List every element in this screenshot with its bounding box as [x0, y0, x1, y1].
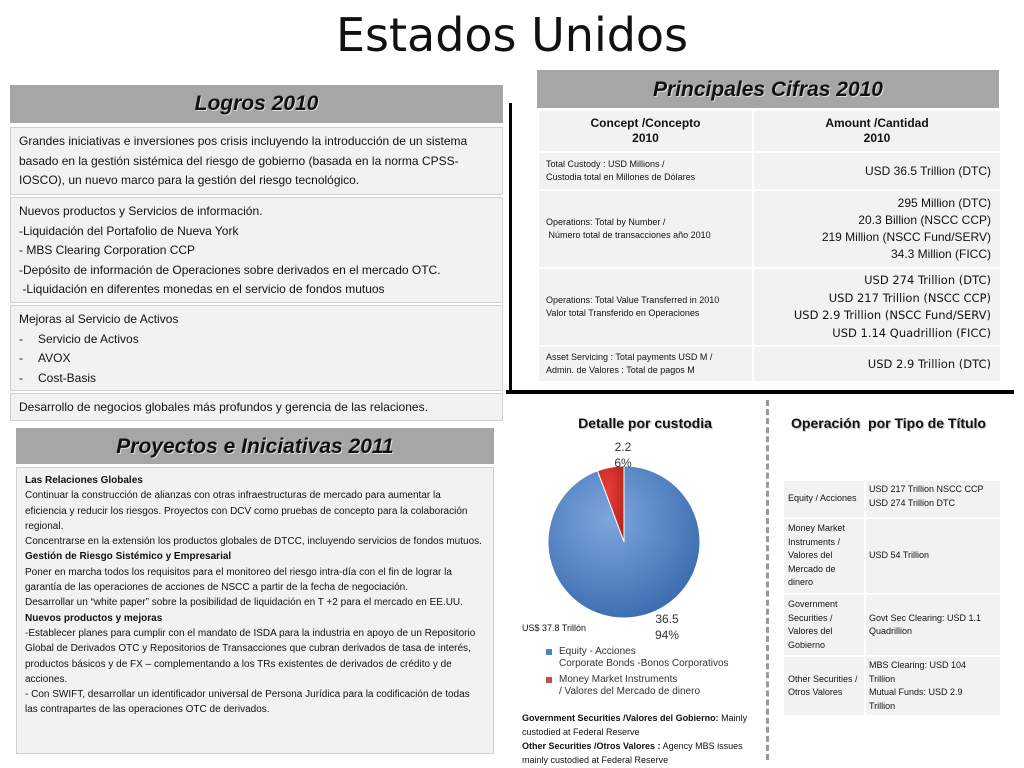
logros-block-2-line: -Liquidación en diferentes monedas en el servicio de fondos mutuos — [19, 282, 385, 296]
logros-block-1-text: Grandes iniciativas e inversiones pos crisis incluyendo la introducción de un sistema basado en la gestión sistémica del riesgo de gobierno (basada en la norma CPSS-IOSCO), un nuevo marco para la gestión del riesgo tecnológico. — [19, 134, 468, 187]
dashed-divider — [766, 400, 769, 760]
operacion-row — [783, 594, 1001, 656]
pie-slice-equity — [548, 466, 700, 618]
operacion-value-cell — [865, 518, 1001, 594]
custodia-footnotes — [522, 711, 762, 767]
proyectos-header-text: Proyectos e Iniciativas 2011 — [116, 435, 394, 458]
cifras-col-concept-line: 2010 — [632, 131, 659, 145]
cifras-row — [538, 190, 1001, 268]
operacion-value-line: USD 54 Trillion — [869, 550, 930, 561]
cifras-concept-line: Número total de transacciones año 2010 — [546, 230, 711, 240]
logros-block-3 — [10, 305, 503, 391]
operacion-title: Operación por Tipo de Título — [791, 415, 986, 431]
cifras-amount-cell — [753, 152, 1001, 190]
cifras-concept-cell — [538, 346, 753, 382]
footnote-government — [522, 711, 762, 739]
operacion-value-line: Govt Sec Clearing: USD 1.1 — [869, 612, 982, 623]
cifras-table — [537, 109, 1002, 383]
pie-legend — [546, 646, 761, 700]
operacion-type-line: dinero — [788, 577, 814, 588]
logros-block-3-item-text: Cost-Basis — [38, 370, 97, 385]
bullet-dash: - — [19, 351, 23, 365]
cifras-concept-line: Total Custody : USD Millions / — [546, 159, 665, 169]
proyectos-paragraph: Continuar la construcción de alianzas con otras infraestructuras de mercado para aumentar la eficiencia y reducir los riesgos. Proyectos con DCV como pruebas de concepto para la colaboración regional. — [25, 490, 468, 532]
cifras-concept-cell — [538, 190, 753, 268]
logros-block-4 — [10, 393, 503, 421]
operacion-type-line: Other Securities / — [788, 673, 858, 684]
cifras-concept-cell — [538, 152, 753, 190]
logros-block-3-item — [19, 349, 494, 369]
footnote-label: Other Securities /Otros Valores : — [522, 741, 661, 751]
custodia-title: Detalle por custodia — [578, 415, 712, 431]
bullet-dash: - — [19, 331, 23, 346]
cifras-table-header-row — [538, 110, 1001, 152]
proyectos-body — [16, 467, 494, 754]
legend-item-money-market — [546, 674, 761, 700]
logros-block-1 — [10, 127, 503, 195]
logros-block-3-item — [19, 369, 494, 389]
operacion-type-line: Government — [788, 599, 838, 609]
cifras-row — [538, 268, 1001, 346]
cifras-concept-line: Custodia total en Millones de Dólares — [546, 172, 696, 182]
operacion-type-line: Money Market — [788, 523, 846, 534]
logros-block-3-item-text: Servicio de Activos — [38, 331, 139, 346]
operacion-value-line: Trillion — [869, 673, 896, 684]
logros-block-3-item — [19, 330, 494, 350]
proyectos-paragraph: -Establecer planes para cumplir con el mandato de ISDA para la industria en apoyo de un Repositorio Global de Derivados OTC y Repositorios de Transacciones que cubran derivados de tasa de interés, productos básicos y de FX – complementando a los TRs existentes de derivados de crédito y de acciones. — [25, 627, 476, 685]
operacion-table — [782, 479, 1002, 717]
legend-label: Corporate Bonds -Bonos Corporativos — [559, 658, 729, 669]
logros-block-2-line: -Liquidación del Portafolio de Nueva York — [19, 223, 239, 238]
logros-block-4-text: Desarrollo de negocios globales más profundos y gerencia de las relaciones. — [19, 400, 428, 414]
cifras-col-amount-line: 2010 — [863, 131, 891, 145]
operacion-type-line: Mercado de — [788, 563, 836, 574]
operacion-type-line: Equity / Acciones — [788, 493, 857, 504]
operacion-type-line: Valores del — [788, 550, 833, 561]
operacion-value-line: Mutual Funds: USD 2.9 — [869, 687, 963, 697]
footnote-label: Government Securities /Valores del Gobierno: — [522, 713, 719, 723]
proyectos-paragraph: - Con SWIFT, desarrollar un identificador universal de Persona Jurídica para la codificación de todas las contrapartes de las operaciones OTC de derivados. — [25, 689, 470, 716]
proyectos-paragraph: Poner en marcha todos los requisitos para el monitoreo del riesgo intra-día con el fin de lograr la garantía de las operaciones de acciones de NSCC a partir de la fecha de negociación. — [25, 566, 452, 594]
logros-block-3-title: Mejoras al Servicio de Activos — [19, 312, 179, 326]
operacion-type-line: Securities / — [788, 612, 833, 623]
legend-swatch-blue — [546, 649, 552, 655]
operacion-value-cell — [865, 594, 1001, 656]
operacion-type-cell — [783, 518, 865, 594]
operacion-type-line: Gobierno — [788, 639, 826, 650]
operacion-type-line: Valores del — [788, 626, 833, 636]
cifras-amount-line: USD 2.9 Trillion (NSCC Fund/SERV) — [793, 308, 991, 322]
operacion-value-line: USD 217 Trillion NSCC CCP — [869, 484, 984, 494]
proyectos-paragraph: Desarrollar un “white paper” sobre la posibilidad de liquidación en T +2 para el mercado en EE.UU. — [25, 597, 463, 609]
horizontal-divider — [506, 390, 1014, 394]
operacion-value-line: MBS Clearing: USD 104 — [869, 660, 967, 670]
cifras-amount-line: 295 Million (DTC) — [897, 196, 991, 210]
pie-data-label: 2.2 — [614, 440, 632, 454]
pie-data-label: 6% — [614, 456, 632, 470]
cifras-amount-line: 34.3 Million (FICC) — [890, 247, 991, 261]
legend-item-equity — [546, 646, 761, 672]
logros-block-2 — [10, 197, 503, 303]
cifras-concept-line: Operations: Total by Number / — [546, 217, 666, 227]
legend-label: Money Market Instruments — [559, 674, 678, 685]
legend-label: Equity - Acciones — [559, 646, 636, 657]
operacion-type-line: Otros Valores — [788, 687, 843, 697]
logros-header — [10, 85, 503, 123]
operacion-value-cell — [865, 480, 1001, 518]
cifras-col-amount-header — [753, 110, 1001, 152]
logros-block-2-line: -Depósito de información de Operaciones sobre derivados en el mercado OTC. — [19, 262, 441, 277]
cifras-col-concept-line: Concept /Concepto — [590, 116, 701, 130]
cifras-header — [537, 70, 999, 108]
operacion-value-line: Trillion — [869, 700, 896, 711]
operacion-type-cell — [783, 480, 865, 518]
legend-label: / Valores del Mercado de dinero — [559, 686, 701, 697]
logros-block-2-line: - MBS Clearing Corporation CCP — [19, 243, 196, 257]
bullet-dash: - — [19, 370, 23, 385]
cifras-amount-cell — [753, 268, 1001, 346]
operacion-row — [783, 656, 1001, 716]
footnote-other — [522, 739, 762, 767]
operacion-value-line: USD 274 Trillion DTC — [869, 497, 956, 508]
cifras-amount-line: USD 1.14 Quadrillion (FICC) — [832, 325, 991, 340]
operacion-value-line: Quadrillion — [869, 626, 913, 636]
cifras-concept-cell — [538, 268, 753, 346]
operacion-row — [783, 480, 1001, 518]
cifras-amount-line: USD 217 Trillion (NSCC CCP) — [828, 290, 991, 305]
cifras-amount-line: USD 274 Trillion (DTC) — [864, 273, 991, 287]
cifras-col-amount-line: Amount /Cantidad — [825, 116, 929, 130]
operacion-type-cell — [783, 594, 865, 656]
cifras-concept-line: Valor total Transferido en Operaciones — [546, 308, 700, 318]
footnote-text: Mainly custodied at Federal Reserve — [522, 713, 748, 737]
cifras-col-concept-header — [538, 110, 753, 152]
cifras-concept-line: Asset Servicing : Total payments USD M / — [546, 352, 713, 362]
proyectos-paragraph: Concentrarse en la extensión los productos globales de DTCC, incluyendo servicios de fondos mutuos. — [25, 536, 482, 548]
cifras-amount-cell — [753, 346, 1001, 382]
proyectos-header — [16, 428, 494, 464]
legend-swatch-red — [546, 677, 552, 683]
cifras-amount-cell — [753, 190, 1001, 268]
pie-label-money-market — [614, 440, 632, 470]
cifras-amount-line: USD 36.5 Trillion (DTC) — [864, 163, 991, 178]
pie-data-label: 36.5 — [655, 612, 679, 626]
cifras-amount-line: 20.3 Billion (NSCC CCP) — [858, 213, 991, 227]
operacion-type-cell — [783, 656, 865, 716]
cifras-row — [538, 346, 1001, 382]
cifras-concept-line: Operations: Total Value Transferred in 2010 — [546, 295, 720, 305]
logros-block-3-item-text: AVOX — [38, 351, 71, 365]
cifras-row — [538, 152, 1001, 190]
vertical-divider — [509, 103, 512, 393]
proyectos-section-title: Gestión de Riesgo Sistémico y Empresarial — [25, 551, 232, 563]
cifras-header-text: Principales Cifras 2010 — [653, 78, 883, 101]
operacion-row — [783, 518, 1001, 594]
pie-data-label: 94% — [654, 628, 680, 642]
pie-slices — [548, 466, 700, 618]
proyectos-section-title: Nuevos productos y mejoras — [25, 612, 163, 624]
proyectos-section-title: Las Relaciones Globales — [25, 475, 143, 486]
page-title: Estados Unidos — [335, 8, 689, 62]
operacion-type-line: Instruments / — [788, 536, 841, 547]
cifras-concept-line: Admin. de Valores : Total de pagos M — [546, 365, 695, 375]
logros-header-text: Logros 2010 — [194, 92, 319, 115]
footnote-text: Agency MBS issues mainly custodied at Federal Reserve — [522, 741, 743, 765]
cifras-amount-line: 219 Million (NSCC Fund/SERV) — [821, 230, 991, 244]
logros-block-2-line: Nuevos productos y Servicios de información. — [19, 204, 263, 218]
custodia-total: US$ 37.8 Trillón — [522, 623, 587, 633]
pie-label-equity — [655, 612, 679, 642]
operacion-value-cell — [865, 656, 1001, 716]
cifras-amount-line: USD 2.9 Trillion (DTC) — [867, 356, 991, 371]
